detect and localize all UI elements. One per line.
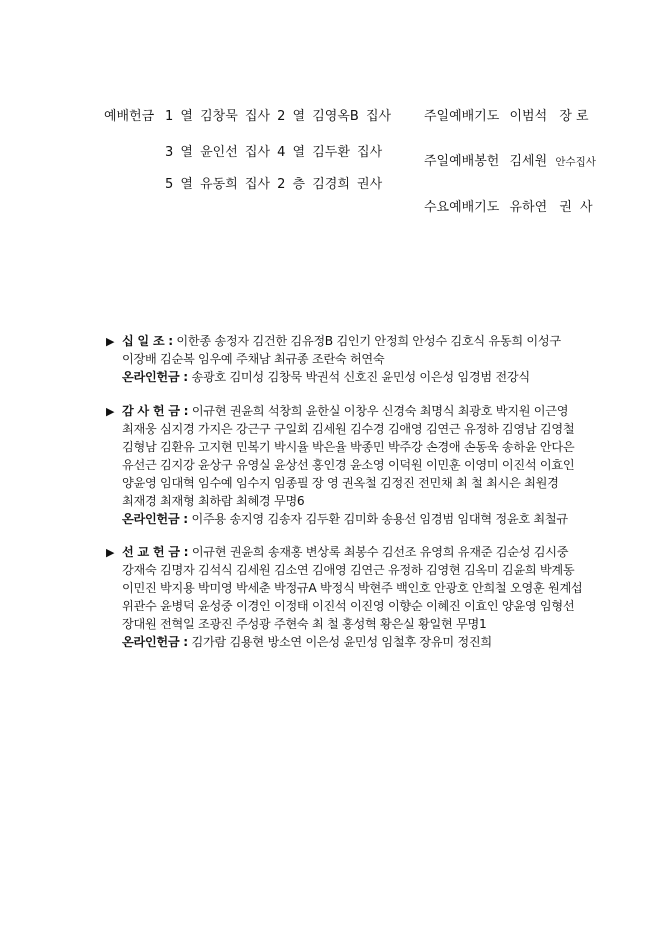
thanks-line: 김형남 김환유 고지현 민복기 박시율 박은율 박종민 박주강 손경애 손동욱 송하윤 안다은	[122, 440, 575, 454]
triangle-bullet-icon: ▶	[106, 335, 115, 348]
wednesday-prayer-name: 유하연	[509, 200, 548, 215]
mission-line: 강재숙 김명자 김석식 김세원 김소연 김애영 김연근 유정하 김영현 김옥미 김윤희 박계동	[122, 563, 575, 577]
tithe-line: 이장배 김순복 임우예 주채남 최규종 조란숙 허연숙	[122, 352, 385, 366]
sunday-offering-title: 안수집사	[555, 156, 596, 168]
offering-row-3: 5 열 유동희 집사 2 층 김경희 권사	[165, 177, 383, 192]
thanks-online-label: 온라인헌금 :	[122, 512, 188, 526]
thanks-online-names: 이주용 송지영 김송자 김두환 김미화 송용선 임경범 임대혁 정윤호 최철규	[191, 512, 568, 526]
thanks-label: 감 사 헌 금 :	[122, 404, 189, 418]
offering-row-1: 1 열 김창묵 집사 2 열 김영옥B 집사	[165, 109, 392, 124]
mission-online-label: 온라인헌금 :	[122, 635, 188, 649]
sunday-prayer-title: 장 로	[559, 109, 589, 124]
sunday-prayer-label: 주일예배기도	[424, 109, 500, 124]
thanks-line: 이규현 권윤희 석창희 윤한실 이창우 신경숙 최명식 최광호 박지원 이근영	[191, 404, 569, 418]
thanks-line: 유선근 김지강 윤상구 유영실 윤상선 홍인경 윤소영 이덕원 이민훈 이영미 이진석 이효인	[122, 458, 575, 472]
offering-row-2: 3 열 윤인선 집사 4 열 김두환 집사	[165, 145, 383, 160]
wednesday-prayer-title: 권 사	[559, 200, 593, 215]
thanks-line: 양윤영 임대혁 임수예 임수지 임종필 장 영 권옥철 김정진 전민채 최 철 최시은 최원경	[122, 476, 559, 490]
thanks-line: 최재웅 심지경 가지은 강근구 구일회 김세원 김수경 김애영 김연근 유정하 김영남 김영철	[122, 422, 575, 436]
sunday-offering	[424, 150, 596, 169]
mission-label: 선 교 헌 금 :	[122, 545, 189, 559]
sunday-offering-label: 주일예배봉헌	[424, 154, 500, 169]
mission-line: 장대원 전혁일 조광진 주성광 주현숙 최 철 홍성혁 황은실 황일현 무명1	[122, 617, 487, 631]
mission-line: 위관수 윤병덕 윤성중 이경인 이정태 이진석 이진영 이향순 이혜진 이효인 양윤영 임형선	[122, 599, 575, 613]
tithe-online-names: 송광호 김미성 김창묵 박권석 신호진 윤민성 이은성 임경범 전강식	[191, 370, 530, 384]
tithe-label: 십 일 조 :	[122, 334, 173, 348]
mission-line: 이민진 박지용 박미영 박세춘 박정규A 박정식 박현주 백인호 안광호 안희철 오영훈 원계섭	[122, 581, 583, 595]
tithe-line: 이한종 송정자 김건한 김유정B 김인기 안정희 안성수 김호식 유동희 이성구	[176, 334, 561, 348]
wednesday-prayer-label: 수요예배기도	[424, 200, 500, 215]
thanks-line: 최재경 최재형 최하람 최혜경 무명6	[122, 494, 305, 508]
tithe-section	[106, 332, 561, 386]
sunday-offering-name: 김세원	[509, 154, 548, 169]
mission-section	[106, 543, 582, 651]
mission-online-names: 김가람 김용현 방소연 이은성 윤민성 임철후 장유미 정진희	[191, 635, 492, 649]
tithe-online-label: 온라인헌금 :	[122, 370, 188, 384]
triangle-bullet-icon: ▶	[106, 546, 115, 559]
worship-offering-label: 예배헌금	[104, 109, 155, 124]
mission-line: 이규현 권윤희 송재홍 변상록 최봉수 김선조 유영희 유재준 김순성 김시중	[191, 545, 569, 559]
sunday-prayer-name: 이범석	[509, 109, 548, 124]
wednesday-prayer	[424, 196, 593, 215]
triangle-bullet-icon: ▶	[106, 405, 115, 418]
sunday-prayer	[424, 105, 589, 124]
thanks-section	[106, 402, 574, 528]
